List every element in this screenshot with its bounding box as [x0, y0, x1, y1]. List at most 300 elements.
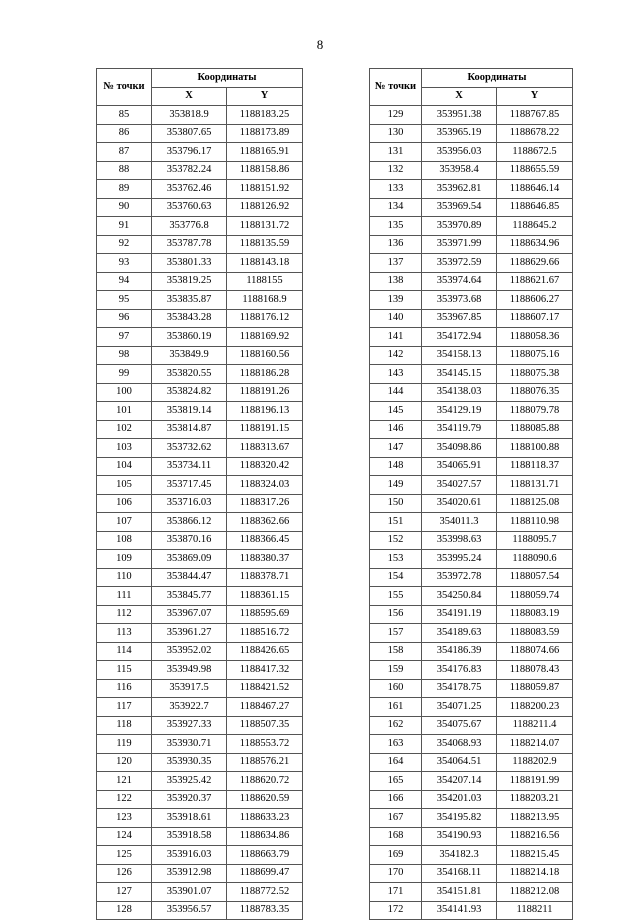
x-cell: 354190.93 [422, 827, 497, 846]
y-header: Y [227, 87, 303, 106]
table-row [97, 291, 303, 310]
point-number-cell: 156 [370, 605, 422, 624]
table-row [370, 901, 573, 920]
table-row [370, 180, 573, 199]
y-cell: 1188075.16 [497, 346, 573, 365]
table-row [370, 161, 573, 180]
point-number-cell: 136 [370, 235, 422, 254]
table-row [97, 661, 303, 680]
y-cell: 1188165.91 [227, 143, 303, 162]
x-cell: 354207.14 [422, 772, 497, 791]
x-cell: 353824.82 [152, 383, 227, 402]
point-number-cell: 92 [97, 235, 152, 254]
x-cell: 354186.39 [422, 642, 497, 661]
table-row [370, 346, 573, 365]
x-cell: 353970.89 [422, 217, 497, 236]
x-cell: 353807.65 [152, 124, 227, 143]
x-cell: 353796.17 [152, 143, 227, 162]
table-row [97, 531, 303, 550]
y-cell: 1188151.92 [227, 180, 303, 199]
y-cell: 1188361.15 [227, 587, 303, 606]
table-row [97, 642, 303, 661]
y-cell: 1188215.45 [497, 846, 573, 865]
x-cell: 354250.84 [422, 587, 497, 606]
table-row [370, 291, 573, 310]
x-cell: 354138.03 [422, 383, 497, 402]
point-number-cell: 140 [370, 309, 422, 328]
y-cell: 1188783.35 [227, 901, 303, 920]
x-header: X [152, 87, 227, 106]
x-cell: 353734.11 [152, 457, 227, 476]
table-row [97, 605, 303, 624]
table-row [370, 550, 573, 569]
point-number-cell: 105 [97, 476, 152, 495]
x-cell: 353920.37 [152, 790, 227, 809]
point-number-cell: 149 [370, 476, 422, 495]
point-number-cell: 167 [370, 809, 422, 828]
point-number-cell: 128 [97, 901, 152, 920]
table-row [370, 402, 573, 421]
y-cell: 1188110.98 [497, 513, 573, 532]
table-row [370, 531, 573, 550]
table-row [97, 864, 303, 883]
y-cell: 1188634.86 [227, 827, 303, 846]
x-cell: 353949.98 [152, 661, 227, 680]
table-row [370, 661, 573, 680]
x-cell: 353951.38 [422, 106, 497, 125]
point-number-cell: 150 [370, 494, 422, 513]
point-number-cell: 141 [370, 328, 422, 347]
point-number-cell: 124 [97, 827, 152, 846]
y-cell: 1188595.69 [227, 605, 303, 624]
point-number-cell: 85 [97, 106, 152, 125]
y-cell: 1188320.42 [227, 457, 303, 476]
point-number-cell: 109 [97, 550, 152, 569]
point-number-cell: 107 [97, 513, 152, 532]
y-cell: 1188083.19 [497, 605, 573, 624]
y-cell: 1188507.35 [227, 716, 303, 735]
table-row [97, 309, 303, 328]
x-cell: 353717.45 [152, 476, 227, 495]
table-row [97, 143, 303, 162]
point-number-cell: 145 [370, 402, 422, 421]
x-cell: 353958.4 [422, 161, 497, 180]
x-cell: 353956.57 [152, 901, 227, 920]
y-cell: 1188621.67 [497, 272, 573, 291]
table-row [370, 624, 573, 643]
table-row [97, 457, 303, 476]
table-row [97, 679, 303, 698]
point-number-cell: 95 [97, 291, 152, 310]
y-cell: 1188655.59 [497, 161, 573, 180]
y-cell: 1188203.21 [497, 790, 573, 809]
table-row [370, 124, 573, 143]
y-cell: 1188176.12 [227, 309, 303, 328]
table-row [370, 642, 573, 661]
x-cell: 353927.33 [152, 716, 227, 735]
x-cell: 353760.63 [152, 198, 227, 217]
point-number-cell: 120 [97, 753, 152, 772]
point-number-cell: 158 [370, 642, 422, 661]
table-row [370, 753, 573, 772]
table-row [97, 106, 303, 125]
table-row [97, 809, 303, 828]
table-row [97, 180, 303, 199]
x-cell: 353801.33 [152, 254, 227, 273]
x-cell: 353952.02 [152, 642, 227, 661]
y-cell: 1188646.14 [497, 180, 573, 199]
y-cell: 1188058.36 [497, 328, 573, 347]
x-cell: 353843.28 [152, 309, 227, 328]
point-number-cell: 166 [370, 790, 422, 809]
x-header: X [422, 87, 497, 106]
point-number-cell: 125 [97, 846, 152, 865]
point-number-cell: 165 [370, 772, 422, 791]
y-cell: 1188202.9 [497, 753, 573, 772]
x-cell: 353835.87 [152, 291, 227, 310]
x-cell: 353732.62 [152, 439, 227, 458]
table-row [370, 864, 573, 883]
table-row [97, 827, 303, 846]
x-cell: 353912.98 [152, 864, 227, 883]
x-cell: 353918.58 [152, 827, 227, 846]
table-row [97, 513, 303, 532]
table-row [370, 198, 573, 217]
point-number-cell: 144 [370, 383, 422, 402]
y-cell: 1188169.92 [227, 328, 303, 347]
y-cell: 1188196.13 [227, 402, 303, 421]
table-row [370, 494, 573, 513]
x-cell: 354064.51 [422, 753, 497, 772]
x-cell: 354151.81 [422, 883, 497, 902]
table-row [370, 272, 573, 291]
x-cell: 354195.82 [422, 809, 497, 828]
table-row [370, 106, 573, 125]
y-cell: 1188663.79 [227, 846, 303, 865]
coordinates-table-right [369, 68, 573, 920]
point-number-cell: 135 [370, 217, 422, 236]
point-number-cell: 111 [97, 587, 152, 606]
y-cell: 1188083.59 [497, 624, 573, 643]
table-row [370, 735, 573, 754]
y-cell: 1188085.88 [497, 420, 573, 439]
x-cell: 353973.68 [422, 291, 497, 310]
y-cell: 1188606.27 [497, 291, 573, 310]
table-row [370, 457, 573, 476]
point-number-cell: 168 [370, 827, 422, 846]
y-cell: 1188059.74 [497, 587, 573, 606]
x-cell: 353845.77 [152, 587, 227, 606]
point-number-cell: 112 [97, 605, 152, 624]
point-number-cell: 91 [97, 217, 152, 236]
point-number-cell: 132 [370, 161, 422, 180]
x-cell: 354068.93 [422, 735, 497, 754]
table-row [97, 753, 303, 772]
x-cell: 353974.64 [422, 272, 497, 291]
table-row [370, 235, 573, 254]
y-cell: 1188186.28 [227, 365, 303, 384]
y-cell: 1188143.18 [227, 254, 303, 273]
x-cell: 353819.14 [152, 402, 227, 421]
y-cell: 1188645.2 [497, 217, 573, 236]
y-cell: 1188191.15 [227, 420, 303, 439]
x-cell: 354201.03 [422, 790, 497, 809]
y-cell: 1188135.59 [227, 235, 303, 254]
point-number-cell: 103 [97, 439, 152, 458]
point-number-cell: 127 [97, 883, 152, 902]
table-row [370, 328, 573, 347]
point-number-cell: 102 [97, 420, 152, 439]
y-cell: 1188620.72 [227, 772, 303, 791]
table-row [97, 328, 303, 347]
table-row [97, 901, 303, 920]
point-number-cell: 138 [370, 272, 422, 291]
y-cell: 1188095.7 [497, 531, 573, 550]
x-cell: 353818.9 [152, 106, 227, 125]
y-cell: 1188417.32 [227, 661, 303, 680]
y-cell: 1188772.52 [227, 883, 303, 902]
x-cell: 353866.12 [152, 513, 227, 532]
y-cell: 1188607.17 [497, 309, 573, 328]
y-cell: 1188629.66 [497, 254, 573, 273]
x-cell: 353849.9 [152, 346, 227, 365]
x-cell: 353922.7 [152, 698, 227, 717]
point-number-cell: 114 [97, 642, 152, 661]
x-cell: 354168.11 [422, 864, 497, 883]
table-row [97, 383, 303, 402]
point-number-cell: 133 [370, 180, 422, 199]
y-cell: 1188362.66 [227, 513, 303, 532]
y-cell: 1188173.89 [227, 124, 303, 143]
point-number-cell: 108 [97, 531, 152, 550]
x-cell: 353998.63 [422, 531, 497, 550]
coordinates-header: Координаты [152, 69, 303, 88]
point-number-cell: 97 [97, 328, 152, 347]
point-number-cell: 126 [97, 864, 152, 883]
y-cell: 1188214.07 [497, 735, 573, 754]
x-cell: 354011.3 [422, 513, 497, 532]
table-row [97, 846, 303, 865]
x-cell: 353819.25 [152, 272, 227, 291]
x-cell: 354172.94 [422, 328, 497, 347]
y-cell: 1188426.65 [227, 642, 303, 661]
table-row [370, 698, 573, 717]
x-cell: 353930.35 [152, 753, 227, 772]
table-row [97, 790, 303, 809]
table-row [370, 309, 573, 328]
table-row [97, 624, 303, 643]
point-number-cell: 101 [97, 402, 152, 421]
x-cell: 354189.63 [422, 624, 497, 643]
point-number-cell: 163 [370, 735, 422, 754]
x-cell: 354176.83 [422, 661, 497, 680]
table-row [370, 439, 573, 458]
y-cell: 1188633.23 [227, 809, 303, 828]
y-cell: 1188059.87 [497, 679, 573, 698]
point-number-cell: 139 [370, 291, 422, 310]
y-cell: 1188100.88 [497, 439, 573, 458]
table-row [97, 254, 303, 273]
table-row [370, 809, 573, 828]
table-row [97, 365, 303, 384]
point-number-cell: 115 [97, 661, 152, 680]
x-cell: 353776.8 [152, 217, 227, 236]
x-cell: 354182.3 [422, 846, 497, 865]
x-cell: 353925.42 [152, 772, 227, 791]
table-row [97, 161, 303, 180]
table-row [97, 698, 303, 717]
table-row [370, 254, 573, 273]
point-number-cell: 118 [97, 716, 152, 735]
y-cell: 1188634.96 [497, 235, 573, 254]
y-cell: 1188313.67 [227, 439, 303, 458]
y-cell: 1188126.92 [227, 198, 303, 217]
table-row [370, 883, 573, 902]
y-cell: 1188516.72 [227, 624, 303, 643]
point-number-cell: 147 [370, 439, 422, 458]
y-cell: 1188672.5 [497, 143, 573, 162]
x-cell: 353860.19 [152, 328, 227, 347]
y-cell: 1188131.72 [227, 217, 303, 236]
y-cell: 1188191.26 [227, 383, 303, 402]
y-cell: 1188075.38 [497, 365, 573, 384]
point-number-cell: 123 [97, 809, 152, 828]
table-row [97, 198, 303, 217]
point-number-cell: 146 [370, 420, 422, 439]
table-row [370, 383, 573, 402]
x-cell: 354065.91 [422, 457, 497, 476]
point-number-cell: 151 [370, 513, 422, 532]
point-number-cell: 155 [370, 587, 422, 606]
y-cell: 1188699.47 [227, 864, 303, 883]
y-cell: 1188158.86 [227, 161, 303, 180]
x-cell: 354027.57 [422, 476, 497, 495]
point-number-cell: 160 [370, 679, 422, 698]
point-number-cell: 161 [370, 698, 422, 717]
point-number-cell: 121 [97, 772, 152, 791]
table-row [370, 476, 573, 495]
table-row [370, 679, 573, 698]
x-cell: 353918.61 [152, 809, 227, 828]
point-number-cell: 93 [97, 254, 152, 273]
x-cell: 353716.03 [152, 494, 227, 513]
table-row [97, 550, 303, 569]
table-row [97, 494, 303, 513]
point-number-cell: 89 [97, 180, 152, 199]
point-number-header: № точки [370, 69, 422, 106]
x-cell: 353901.07 [152, 883, 227, 902]
point-number-cell: 169 [370, 846, 422, 865]
point-number-cell: 153 [370, 550, 422, 569]
y-cell: 1188191.99 [497, 772, 573, 791]
x-cell: 353844.47 [152, 568, 227, 587]
y-cell: 1188090.6 [497, 550, 573, 569]
table-row [97, 587, 303, 606]
point-number-cell: 137 [370, 254, 422, 273]
y-cell: 1188646.85 [497, 198, 573, 217]
x-cell: 353956.03 [422, 143, 497, 162]
y-cell: 1188467.27 [227, 698, 303, 717]
y-cell: 1188380.37 [227, 550, 303, 569]
x-cell: 354075.67 [422, 716, 497, 735]
y-cell: 1188678.22 [497, 124, 573, 143]
x-cell: 353962.81 [422, 180, 497, 199]
point-number-cell: 171 [370, 883, 422, 902]
y-cell: 1188118.37 [497, 457, 573, 476]
table-row [370, 772, 573, 791]
table-row [97, 568, 303, 587]
y-cell: 1188553.72 [227, 735, 303, 754]
y-cell: 1188079.78 [497, 402, 573, 421]
point-number-cell: 90 [97, 198, 152, 217]
y-cell: 1188183.25 [227, 106, 303, 125]
x-cell: 354098.86 [422, 439, 497, 458]
table-row [370, 587, 573, 606]
point-number-cell: 142 [370, 346, 422, 365]
point-number-cell: 159 [370, 661, 422, 680]
point-number-cell: 172 [370, 901, 422, 920]
point-number-cell: 164 [370, 753, 422, 772]
table-row [97, 716, 303, 735]
y-cell: 1188211 [497, 901, 573, 920]
table-row [97, 346, 303, 365]
table-row [97, 883, 303, 902]
point-number-cell: 117 [97, 698, 152, 717]
point-number-cell: 152 [370, 531, 422, 550]
x-cell: 353814.87 [152, 420, 227, 439]
x-cell: 353972.59 [422, 254, 497, 273]
point-number-cell: 99 [97, 365, 152, 384]
table-row [97, 124, 303, 143]
y-cell: 1188211.4 [497, 716, 573, 735]
x-cell: 353995.24 [422, 550, 497, 569]
point-number-cell: 148 [370, 457, 422, 476]
point-number-cell: 170 [370, 864, 422, 883]
table-row [370, 143, 573, 162]
y-cell: 1188125.08 [497, 494, 573, 513]
point-number-header: № точки [97, 69, 152, 106]
x-cell: 353869.09 [152, 550, 227, 569]
point-number-cell: 119 [97, 735, 152, 754]
point-number-cell: 131 [370, 143, 422, 162]
table-row [97, 476, 303, 495]
y-cell: 1188212.08 [497, 883, 573, 902]
x-cell: 353782.24 [152, 161, 227, 180]
x-cell: 353762.46 [152, 180, 227, 199]
point-number-cell: 162 [370, 716, 422, 735]
y-cell: 1188078.43 [497, 661, 573, 680]
y-cell: 1188576.21 [227, 753, 303, 772]
table-row [370, 846, 573, 865]
table-row [370, 217, 573, 236]
point-number-cell: 98 [97, 346, 152, 365]
point-number-cell: 87 [97, 143, 152, 162]
page-number: 8 [316, 37, 324, 52]
y-cell: 1188074.66 [497, 642, 573, 661]
y-cell: 1188620.59 [227, 790, 303, 809]
coordinates-table-left [96, 68, 303, 920]
point-number-cell: 94 [97, 272, 152, 291]
y-cell: 1188214.18 [497, 864, 573, 883]
y-cell: 1188057.54 [497, 568, 573, 587]
x-cell: 353820.55 [152, 365, 227, 384]
x-cell: 354141.93 [422, 901, 497, 920]
y-cell: 1188767.85 [497, 106, 573, 125]
table-row [370, 420, 573, 439]
point-number-cell: 110 [97, 568, 152, 587]
y-cell: 1188200.23 [497, 698, 573, 717]
x-cell: 354020.61 [422, 494, 497, 513]
